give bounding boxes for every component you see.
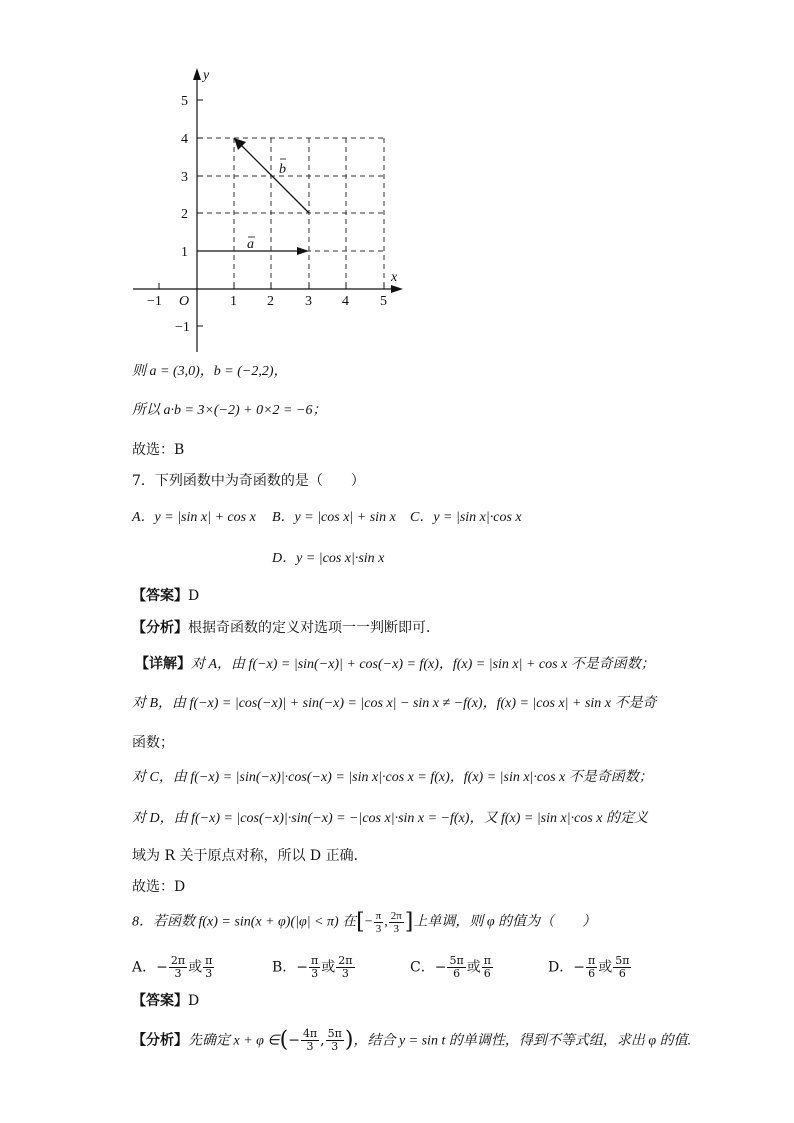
y-tick-label: 4 bbox=[181, 132, 188, 147]
x-tick-label: 2 bbox=[267, 294, 274, 309]
origin-label: O bbox=[179, 294, 190, 309]
analysis-tag: 【分析】 bbox=[132, 620, 188, 636]
y-tick-label: 5 bbox=[181, 94, 188, 109]
coordinate-graph bbox=[125, 62, 425, 352]
detail-tag: 【详解】 bbox=[135, 656, 191, 672]
fraction: $\frac{\pi}{6}$ bbox=[587, 954, 596, 980]
solution-dot-product-line: 所以 a·b = 3×(−2) + 0×2 = −6； bbox=[132, 403, 327, 418]
vector-b-label: b bbox=[279, 162, 286, 177]
q7-analysis bbox=[132, 618, 440, 638]
q7-detail-b-line2: 函数； bbox=[132, 735, 174, 751]
vector-a-label: a bbox=[247, 237, 254, 252]
fraction: $\frac{\pi}{6}$ bbox=[483, 954, 491, 980]
q7-stem: 7．下列函数中为奇函数的是（ ） bbox=[132, 473, 365, 489]
y-axis-arrow bbox=[193, 68, 201, 80]
q8-option-d[interactable]: D．− $\frac{\pi}{6}$ 或 $\frac{5\pi}{6}$ bbox=[548, 954, 630, 980]
x-tick-label: −1 bbox=[147, 294, 162, 309]
solution-choice: 故选：B bbox=[132, 442, 185, 458]
vector-a-arrowhead bbox=[297, 247, 309, 255]
answer-value: D bbox=[188, 993, 200, 1009]
fraction: $\frac{2\pi}{3}$ bbox=[390, 910, 402, 935]
answer-value: D bbox=[188, 588, 200, 604]
analysis-text: 根据奇函数的定义对选项一一判断即可． bbox=[188, 620, 440, 636]
q7-detail-d-line1: 对 D，由 f(−x) = |cos(−x)|·sin(−x) = −|cos x|·sin x = −f(x)，又 f(x) = |sin x|·cos x 的定义 bbox=[132, 811, 648, 826]
q8-option-c[interactable]: C．− $\frac{5\pi}{6}$ 或 $\frac{\pi}{6}$ bbox=[410, 954, 491, 980]
y-axis-label: y bbox=[203, 68, 210, 83]
x-tick-label: 5 bbox=[380, 294, 387, 309]
q7-answer bbox=[132, 586, 199, 606]
q8-stem: 8．若函数 f(x) = sin(x + φ)(|φ| < π) 在[− $\frac{\pi}{3}$ , $\frac{2\pi}{3}$ ]上单调，则 φ 的值为（ ） bbox=[132, 909, 597, 935]
fraction: $\frac{5\pi}{6}$ bbox=[449, 954, 464, 980]
y-tick-label: 1 bbox=[181, 245, 188, 260]
y-tick-label: −1 bbox=[175, 320, 190, 335]
fraction: $\frac{5\pi}{3}$ bbox=[327, 1027, 342, 1053]
answer-tag: 【答案】 bbox=[132, 588, 188, 604]
q8-stem-pre: 8．若函数 f(x) = sin(x + φ)(|φ| < π) 在 bbox=[132, 914, 357, 930]
solution-vectors-line: 则 a = (3,0)，b = (−2,2)， bbox=[132, 364, 288, 379]
y-tick-label: 2 bbox=[181, 207, 188, 222]
detail-a-text: 对 A，由 f(−x) = |sin(−x)| + cos(−x) = f(x)，f(x) = |sin x| + cos x 不是奇函数； bbox=[191, 657, 655, 672]
x-tick-label: 3 bbox=[305, 294, 312, 309]
q7-option-d[interactable]: D．y = |cos x|·sin x bbox=[272, 551, 385, 566]
grid bbox=[198, 138, 385, 289]
fraction: $\frac{2\pi}{3}$ bbox=[170, 954, 186, 980]
fraction: $\frac{4\pi}{3}$ bbox=[302, 1027, 318, 1053]
q7-option-c[interactable]: C．y = |sin x|·cos x bbox=[410, 510, 522, 525]
q7-detail-d-line2: 域为 R 关于原点对称，所以 D 正确． bbox=[132, 848, 368, 864]
q7-choice: 故选：D bbox=[132, 879, 186, 895]
fraction: $\frac{\pi}{3}$ bbox=[205, 954, 213, 980]
q7-option-a[interactable]: A．y = |sin x| + cos x bbox=[132, 510, 256, 525]
fraction: $\frac{5\pi}{6}$ bbox=[615, 954, 630, 980]
fraction: $\frac{\pi}{3}$ bbox=[311, 954, 319, 980]
q7-option-b[interactable]: B．y = |cos x| + sin x bbox=[272, 510, 396, 525]
q8-option-a[interactable]: A．− $\frac{2\pi}{3}$ 或 $\frac{\pi}{3}$ bbox=[132, 954, 213, 980]
q7-detail-c: 对 C，由 f(−x) = |sin(−x)|·cos(−x) = |sin x|·cos x = f(x)，f(x) = |sin x|·cos x 不是奇函数； bbox=[132, 770, 653, 785]
q7-detail-b-line1: 对 B，由 f(−x) = |cos(−x)| + sin(−x) = |cos x| − sin x ≠ −f(x)，f(x) = |cos x| + sin x 不是奇 bbox=[132, 696, 657, 711]
x-axis-label: x bbox=[391, 270, 398, 285]
q7-detail-a bbox=[135, 654, 655, 675]
x-axis-arrow bbox=[391, 285, 403, 293]
analysis-tag: 【分析】 bbox=[132, 1032, 188, 1049]
q8-answer bbox=[132, 991, 199, 1011]
q8-analysis: 【分析】先确定 x + φ ∈(− $\frac{4\pi}{3}$ , $\frac{5\pi}{3}$ )，结合 y = sin t 的单调性，得到不等式组，求出 φ 的值. bbox=[132, 1027, 692, 1053]
q8-option-b[interactable]: B．− $\frac{\pi}{3}$ 或 $\frac{2\pi}{3}$ bbox=[272, 954, 353, 980]
y-tick-label: 3 bbox=[181, 170, 188, 185]
fraction: $\frac{2\pi}{3}$ bbox=[338, 954, 353, 980]
q8-stem-post: 上单调，则 φ 的值为（ ） bbox=[413, 914, 597, 930]
x-tick-label: 1 bbox=[230, 294, 237, 309]
answer-tag: 【答案】 bbox=[132, 993, 188, 1009]
vector-b bbox=[240, 144, 309, 213]
x-tick-label: 4 bbox=[342, 294, 349, 309]
fraction: $\frac{\pi}{3}$ bbox=[375, 910, 382, 935]
